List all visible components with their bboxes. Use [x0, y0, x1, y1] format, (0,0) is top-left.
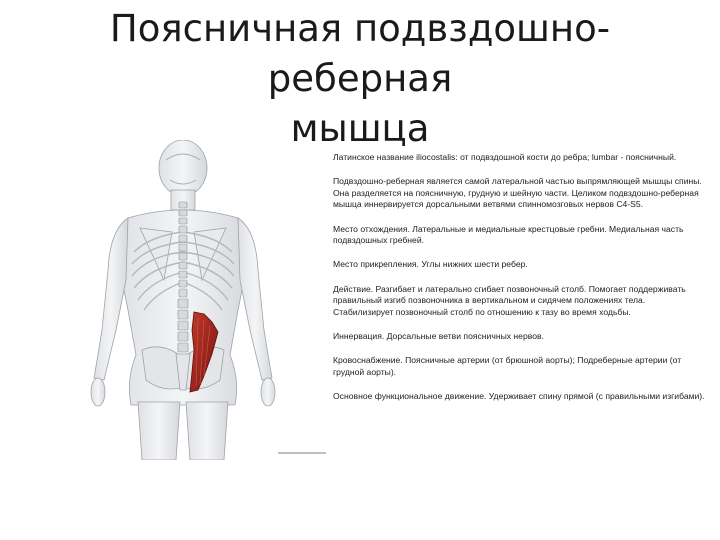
paragraph-origin: Место отхождения. Латеральные и медиальные крестцовые гребни. Медиальная часть подвздошных гребней. [333, 223, 684, 246]
paragraph-blood-supply: Кровоснабжение. Поясничные артерии (от брюшной аорты); Подреберные артерии (от грудной аорты). [333, 355, 682, 377]
paragraph-overview: Подвздошно-реберная является самой латеральной частью выпрямляющей мышцы спины. Она разделяется на поясничную, грудную и шейную части. Целиком подвздошно-реберная мышца иннервируется дорсальными ветвями спинномозговых нервов C4-S5. [333, 176, 702, 210]
skeleton-back-icon [80, 140, 325, 460]
slide-title-line-1: Поясничная подвздошно-реберная [109, 7, 611, 100]
paragraph-latin-name: Латинское название iliocostalis: от подвздошной кости до ребра; lumbar - поясничный. [333, 152, 677, 162]
slide-title-line-2: мышца [290, 107, 430, 150]
image-credit-line [278, 452, 326, 454]
slide-title [30, 4, 690, 154]
paragraph-functional-movement: Основное функциональное движение. Удерживает спину прямой (с правильными изгибами). [333, 391, 705, 402]
description-text [333, 152, 705, 416]
paragraph-innervation: Иннервация. Дорсальные ветви поясничных нервов. [333, 331, 544, 342]
paragraph-insertion: Место прикрепления. Углы нижних шести ребер. [333, 259, 528, 270]
anatomy-illustration [80, 140, 325, 460]
paragraph-action: Действие. Разгибает и латерально сгибает позвоночный столб. Помогает поддерживать правильный изгиб позвоночника в вертикальном и сидячем положениях тела. Стабилизирует позвоночный столб по отношению к тазу во время ходьбы. [333, 283, 686, 317]
